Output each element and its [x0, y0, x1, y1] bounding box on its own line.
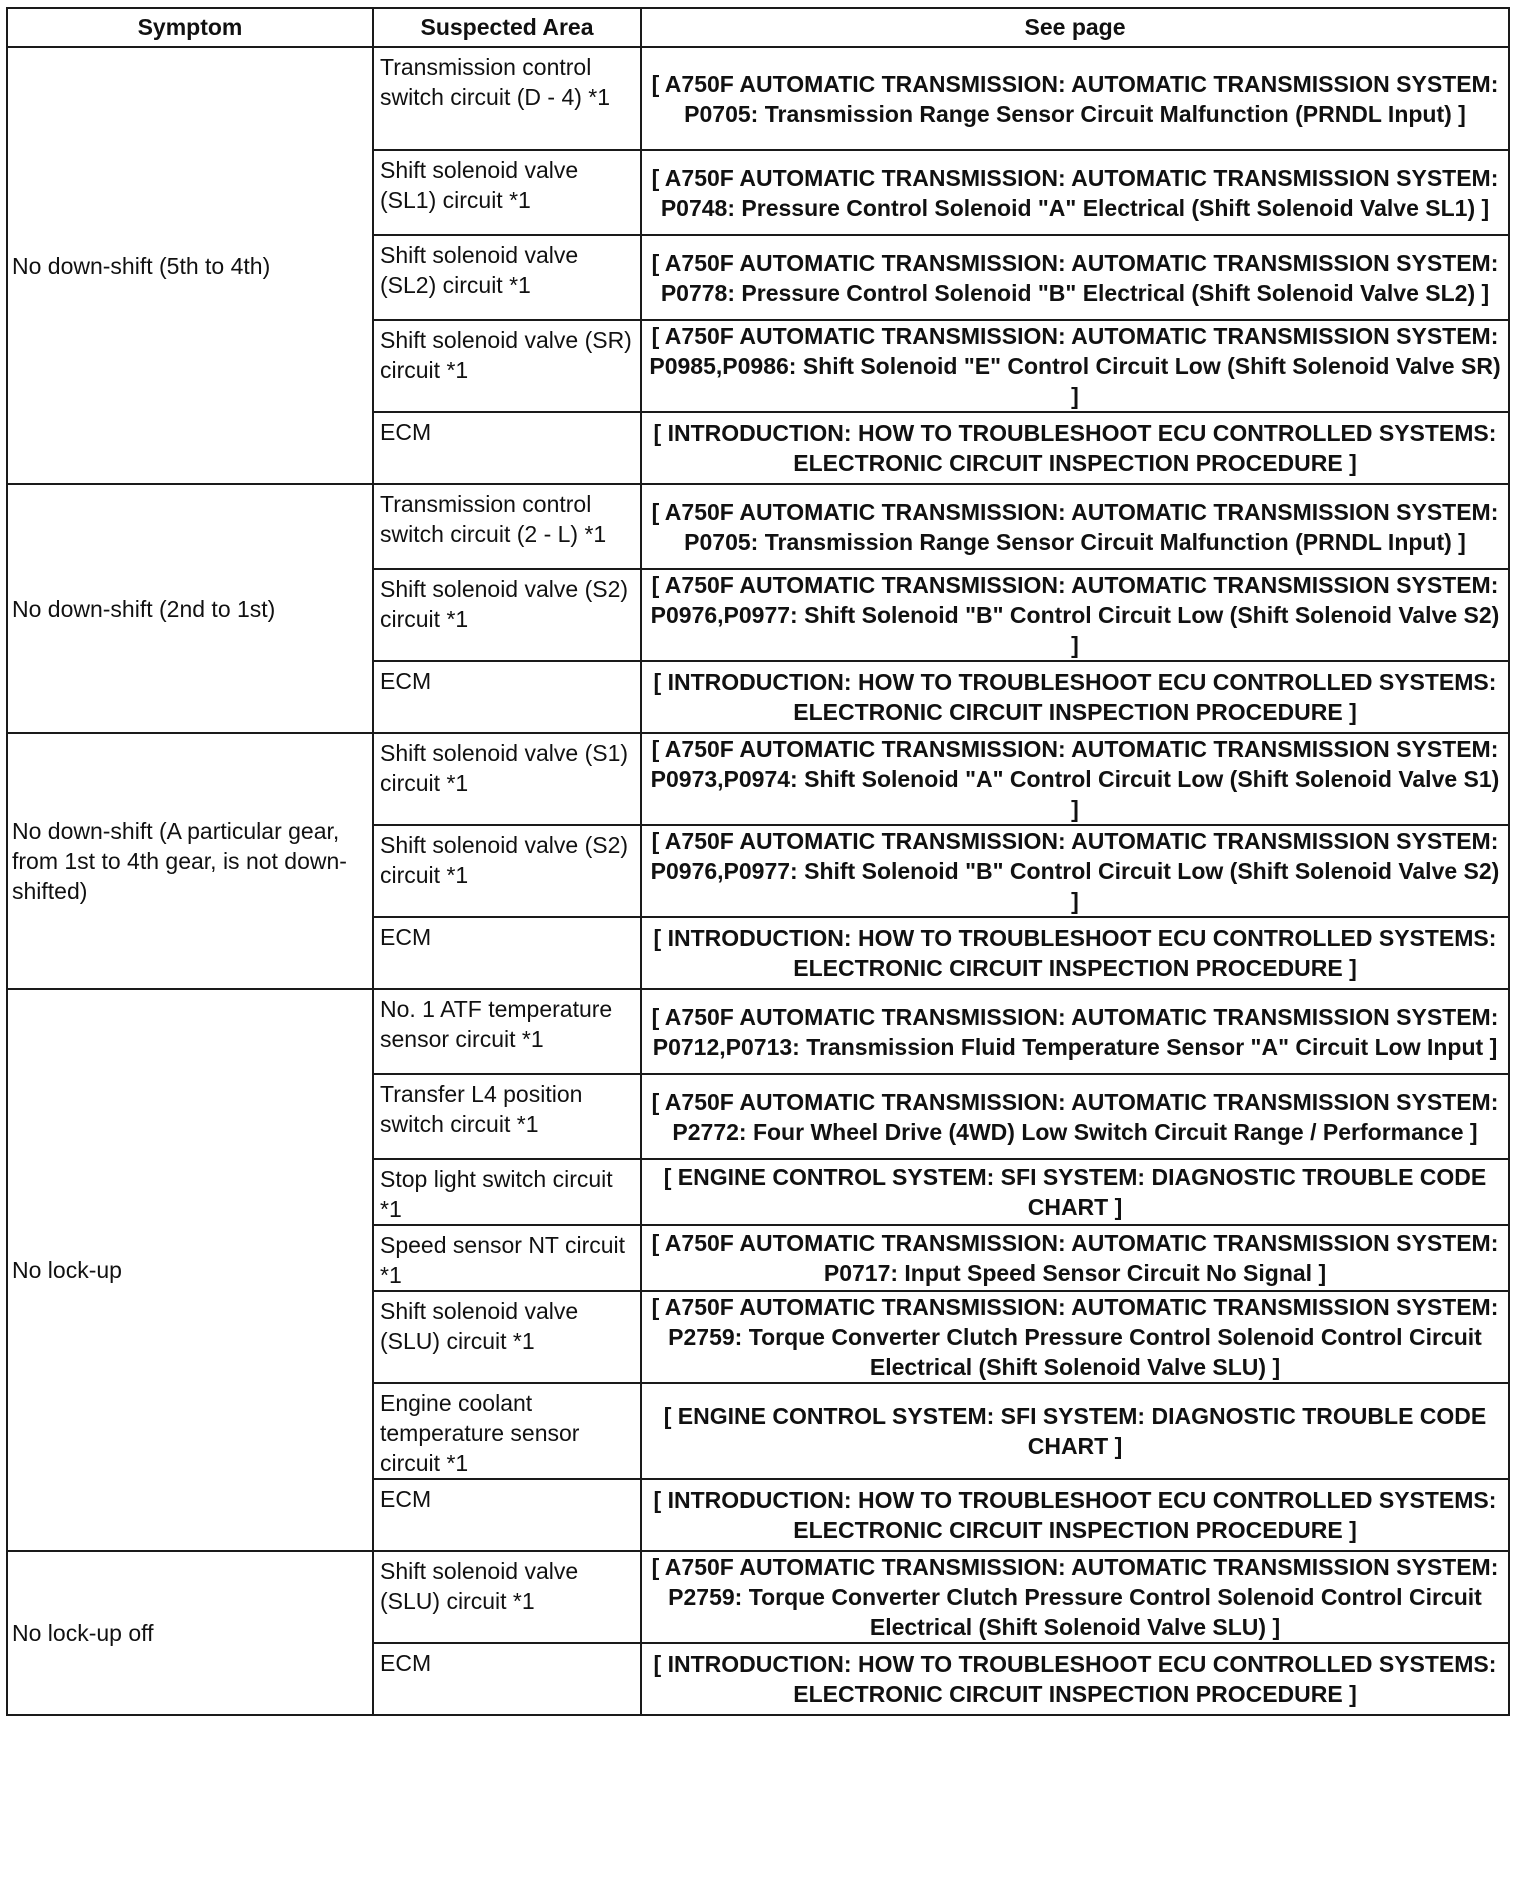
suspected-area-cell: Shift solenoid valve (SLU) circuit *1: [373, 1291, 641, 1383]
suspected-area-cell: ECM: [373, 1643, 641, 1715]
symptom-table: [6, 7, 1510, 1716]
see-page-link[interactable]: [ INTRODUCTION: HOW TO TROUBLESHOOT ECU CONTROLLED SYSTEMS: ELECTRONIC CIRCUIT INSPECTION PROCEDURE ]: [641, 1643, 1509, 1715]
symptom-cell: No down-shift (2nd to 1st): [7, 484, 373, 733]
suspected-area-cell: Shift solenoid valve (SL1) circuit *1: [373, 150, 641, 235]
suspected-area-cell: Transmission control switch circuit (2 - L) *1: [373, 484, 641, 569]
see-page-link[interactable]: [ INTRODUCTION: HOW TO TROUBLESHOOT ECU CONTROLLED SYSTEMS: ELECTRONIC CIRCUIT INSPECTION PROCEDURE ]: [641, 412, 1509, 484]
suspected-area-cell: Stop light switch circuit *1: [373, 1159, 641, 1225]
suspected-area-cell: Shift solenoid valve (S2) circuit *1: [373, 825, 641, 917]
see-page-link[interactable]: [ A750F AUTOMATIC TRANSMISSION: AUTOMATIC TRANSMISSION SYSTEM: P0778: Pressure Control Solenoid "B" Electrical (Shift Solenoid Valve SL2) ]: [641, 235, 1509, 320]
table-row: [7, 1551, 1509, 1643]
see-page-link[interactable]: [ A750F AUTOMATIC TRANSMISSION: AUTOMATIC TRANSMISSION SYSTEM: P2772: Four Wheel Drive (4WD) Low Switch Circuit Range / Performance ]: [641, 1074, 1509, 1159]
see-page-link[interactable]: [ A750F AUTOMATIC TRANSMISSION: AUTOMATIC TRANSMISSION SYSTEM: P0985,P0986: Shift Solenoid "E" Control Circuit Low (Shift Solenoid Valve SR) ]: [641, 320, 1509, 412]
suspected-area-cell: Speed sensor NT circuit *1: [373, 1225, 641, 1291]
header-row: [7, 8, 1509, 47]
see-page-link[interactable]: [ A750F AUTOMATIC TRANSMISSION: AUTOMATIC TRANSMISSION SYSTEM: P0976,P0977: Shift Solenoid "B" Control Circuit Low (Shift Solenoid Valve S2) ]: [641, 825, 1509, 917]
see-page-link[interactable]: [ A750F AUTOMATIC TRANSMISSION: AUTOMATIC TRANSMISSION SYSTEM: P0717: Input Speed Sensor Circuit No Signal ]: [641, 1225, 1509, 1291]
see-page-link[interactable]: [ ENGINE CONTROL SYSTEM: SFI SYSTEM: DIAGNOSTIC TROUBLE CODE CHART ]: [641, 1383, 1509, 1479]
table-row: [7, 47, 1509, 150]
suspected-area-cell: Transfer L4 position switch circuit *1: [373, 1074, 641, 1159]
suspected-area-cell: ECM: [373, 1479, 641, 1551]
see-page-link[interactable]: [ INTRODUCTION: HOW TO TROUBLESHOOT ECU CONTROLLED SYSTEMS: ELECTRONIC CIRCUIT INSPECTION PROCEDURE ]: [641, 1479, 1509, 1551]
symptom-cell: No down-shift (5th to 4th): [7, 47, 373, 484]
symptom-cell: No lock-up: [7, 989, 373, 1551]
suspected-area-cell: Shift solenoid valve (SR) circuit *1: [373, 320, 641, 412]
suspected-area-cell: Shift solenoid valve (S1) circuit *1: [373, 733, 641, 825]
see-page-link[interactable]: [ A750F AUTOMATIC TRANSMISSION: AUTOMATIC TRANSMISSION SYSTEM: P0976,P0977: Shift Solenoid "B" Control Circuit Low (Shift Solenoid Valve S2) ]: [641, 569, 1509, 661]
suspected-area-cell: ECM: [373, 917, 641, 989]
see-page-link[interactable]: [ A750F AUTOMATIC TRANSMISSION: AUTOMATIC TRANSMISSION SYSTEM: P0705: Transmission Range Sensor Circuit Malfunction (PRNDL Input) ]: [641, 484, 1509, 569]
see-page-link[interactable]: [ INTRODUCTION: HOW TO TROUBLESHOOT ECU CONTROLLED SYSTEMS: ELECTRONIC CIRCUIT INSPECTION PROCEDURE ]: [641, 917, 1509, 989]
see-page-link[interactable]: [ INTRODUCTION: HOW TO TROUBLESHOOT ECU CONTROLLED SYSTEMS: ELECTRONIC CIRCUIT INSPECTION PROCEDURE ]: [641, 661, 1509, 733]
suspected-area-cell: Engine coolant temperature sensor circuit *1: [373, 1383, 641, 1479]
see-page-link[interactable]: [ A750F AUTOMATIC TRANSMISSION: AUTOMATIC TRANSMISSION SYSTEM: P0705: Transmission Range Sensor Circuit Malfunction (PRNDL Input) ]: [641, 47, 1509, 150]
header-suspected-area: Suspected Area: [373, 8, 641, 47]
see-page-link[interactable]: [ A750F AUTOMATIC TRANSMISSION: AUTOMATIC TRANSMISSION SYSTEM: P0973,P0974: Shift Solenoid "A" Control Circuit Low (Shift Solenoid Valve S1) ]: [641, 733, 1509, 825]
table-row: [7, 484, 1509, 569]
suspected-area-cell: Shift solenoid valve (SL2) circuit *1: [373, 235, 641, 320]
suspected-area-cell: Shift solenoid valve (SLU) circuit *1: [373, 1551, 641, 1643]
see-page-link[interactable]: [ A750F AUTOMATIC TRANSMISSION: AUTOMATIC TRANSMISSION SYSTEM: P0748: Pressure Control Solenoid "A" Electrical (Shift Solenoid Valve SL1) ]: [641, 150, 1509, 235]
suspected-area-cell: ECM: [373, 661, 641, 733]
table-row: [7, 989, 1509, 1074]
table-row: [7, 733, 1509, 825]
see-page-link[interactable]: [ ENGINE CONTROL SYSTEM: SFI SYSTEM: DIAGNOSTIC TROUBLE CODE CHART ]: [641, 1159, 1509, 1225]
symptom-cell: No down-shift (A particular gear, from 1st to 4th gear, is not down-shifted): [7, 733, 373, 989]
suspected-area-cell: Transmission control switch circuit (D - 4) *1: [373, 47, 641, 150]
suspected-area-cell: ECM: [373, 412, 641, 484]
see-page-link[interactable]: [ A750F AUTOMATIC TRANSMISSION: AUTOMATIC TRANSMISSION SYSTEM: P0712,P0713: Transmission Fluid Temperature Sensor "A" Circuit Low Input ]: [641, 989, 1509, 1074]
header-symptom: Symptom: [7, 8, 373, 47]
symptom-cell: No lock-up off: [7, 1551, 373, 1715]
header-see-page: See page: [641, 8, 1509, 47]
suspected-area-cell: Shift solenoid valve (S2) circuit *1: [373, 569, 641, 661]
see-page-link[interactable]: [ A750F AUTOMATIC TRANSMISSION: AUTOMATIC TRANSMISSION SYSTEM: P2759: Torque Converter Clutch Pressure Control Solenoid Control Circuit Electrical (Shift Solenoid Valve SLU) ]: [641, 1291, 1509, 1383]
suspected-area-cell: No. 1 ATF temperature sensor circuit *1: [373, 989, 641, 1074]
see-page-link[interactable]: [ A750F AUTOMATIC TRANSMISSION: AUTOMATIC TRANSMISSION SYSTEM: P2759: Torque Converter Clutch Pressure Control Solenoid Control Circuit Electrical (Shift Solenoid Valve SLU) ]: [641, 1551, 1509, 1643]
